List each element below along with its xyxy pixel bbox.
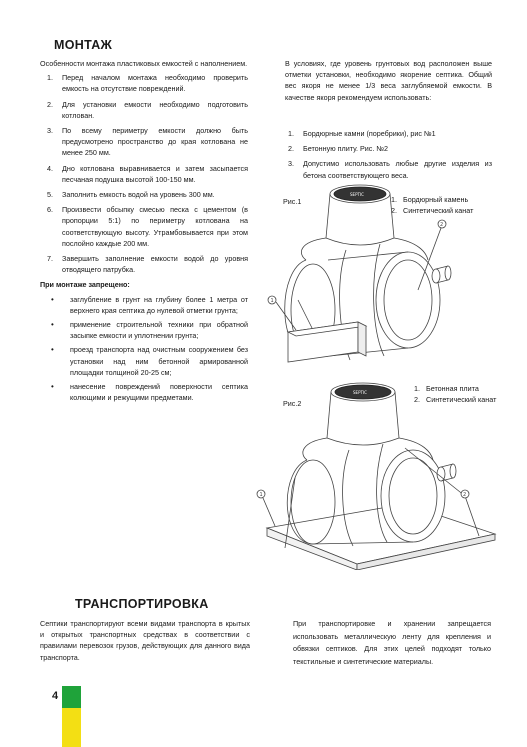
- legend-text: Бетонная плита: [426, 384, 479, 393]
- bullet-icon: •: [51, 294, 54, 304]
- svg-text:1: 1: [270, 298, 274, 304]
- step-number: 1.: [47, 73, 53, 83]
- forbidden-title: При монтаже запрещено:: [40, 280, 130, 290]
- anchor-item: [281, 128, 492, 139]
- forbidden-item: [40, 319, 248, 341]
- legend-number: 2.: [391, 206, 397, 215]
- legend-number: 1.: [414, 384, 420, 393]
- fig2-caption: Рис.2: [283, 399, 302, 408]
- transport-left-paragraph: Септики транспортируют всеми видами транспорта в крытых и открытых транспортных средствах в соответствии с правилами перевозок грузов, действующих для данного вида транспорта.: [40, 619, 250, 662]
- legend-text: Синтетический канат: [403, 206, 474, 215]
- forbidden-text: нанесение повреждений поверхности септика колющими и режущими предметами.: [70, 382, 248, 403]
- step-number: 6.: [47, 205, 53, 215]
- anchor-item: [281, 143, 492, 154]
- forbidden-text: применение строительной техники при обратной засыпке емкости и уплотнении грунта;: [70, 320, 248, 341]
- montage-step: [40, 204, 248, 249]
- anchor-number: 1.: [288, 129, 294, 138]
- fig1-septic-illustration: [258, 180, 508, 375]
- forbidden-text: проезд транспорта над очистным сооружением без установки над ним бетонной армированной площадки толщиной 20-25 см;: [70, 345, 248, 377]
- anchor-item: [281, 158, 492, 180]
- section-title-montage: МОНТАЖ: [54, 38, 113, 52]
- forbidden-item: [40, 381, 248, 403]
- step-text: Произвести обсыпку смесью песка с цементом (в пропорции 5:1) по периметру котлована на соответствующую высоту. Утрамбовывается при этом послойно каждые 200 мм.: [62, 205, 248, 248]
- step-number: 3.: [47, 126, 53, 136]
- fig1-caption: Рис.1: [283, 197, 302, 206]
- svg-text:2: 2: [440, 222, 444, 228]
- page-number: 4: [52, 690, 59, 702]
- legend-text: Синтетический канат: [426, 395, 497, 404]
- step-text: Перед началом монтажа необходимо проверить емкость на отсутствие повреждений.: [62, 73, 248, 94]
- step-number: 4.: [47, 163, 53, 173]
- anchors-list: [281, 128, 492, 185]
- montage-step: [40, 189, 248, 200]
- section-title-transport: ТРАНСПОРТИРОВКА: [75, 597, 209, 611]
- montage-step: [40, 125, 248, 159]
- forbidden-text: заглубление в грунт на глубину более 1 метра от верхнего края септика до нулевой отметки грунта;: [70, 294, 248, 315]
- ground-water-paragraph: В условиях, где уровень грунтовых вод расположен выше отметки установки, необходимо якорение септика. Общий вес якоря не менее 1/3 веса заглубляемой емкости. В качестве якоря рекомендуем использовать:: [285, 59, 492, 102]
- montage-step: [40, 253, 248, 275]
- svg-text:2: 2: [463, 492, 467, 498]
- step-text: Завершить заполнение емкости водой до уровня отводящего патрубка.: [62, 254, 248, 275]
- svg-text:SEPTIC: SEPTIC: [350, 192, 364, 197]
- step-text: По всему периметру емкости должно быть предусмотрено пространство до края котлована не менее 250 мм.: [62, 126, 248, 158]
- step-number: 7.: [47, 254, 53, 264]
- fig2-septic-illustration: [255, 378, 500, 570]
- anchor-number: 2.: [288, 144, 294, 154]
- svg-text:SEPTIC: SEPTIC: [353, 390, 367, 395]
- page-color-bar-green: [62, 686, 81, 708]
- bullet-icon: •: [51, 382, 54, 392]
- montage-left-column: [40, 58, 248, 406]
- anchor-text: Допустимо использовать любые другие изделия из бетона соответствующего веса.: [303, 159, 492, 180]
- montage-step: [40, 72, 248, 94]
- montage-steps-list: [40, 72, 248, 275]
- svg-text:1: 1: [259, 492, 263, 498]
- montage-step: [40, 163, 248, 185]
- legend-number: 1.: [391, 195, 397, 204]
- transport-right-paragraph: При транспортировке и хранении запрещается использовать металлическую ленту для крепления и обвязки септиков. Для этих целей подходят только текстильные и синтетические материалы.: [293, 619, 491, 666]
- anchor-number: 3.: [288, 159, 294, 169]
- bullet-icon: •: [51, 345, 54, 355]
- step-text: Дно котлована выравнивается и затем засыпается песчаная подушка высотой 100-150 мм.: [62, 163, 248, 184]
- forbidden-list: [40, 294, 248, 404]
- montage-intro: Особенности монтажа пластиковых емкостей с наполнением.: [40, 59, 248, 68]
- forbidden-item: [40, 344, 248, 378]
- montage-step: [40, 99, 248, 121]
- anchor-text: Бордюрные камни (поребрики), рис №1: [303, 129, 436, 138]
- page-color-bar-yellow: [62, 708, 81, 747]
- step-number: 5.: [47, 190, 53, 200]
- legend-text: Бордюрный камень: [403, 195, 469, 204]
- forbidden-item: [40, 294, 248, 316]
- legend-number: 2.: [414, 395, 420, 404]
- bullet-icon: •: [51, 320, 54, 330]
- anchor-text: Бетонную плиту. Рис. №2: [303, 144, 389, 154]
- step-text: Для установки емкости необходимо подготовить котлован.: [62, 99, 248, 120]
- step-text: Заполнить емкость водой на уровень 300 мм.: [62, 190, 215, 200]
- step-number: 2.: [47, 99, 53, 109]
